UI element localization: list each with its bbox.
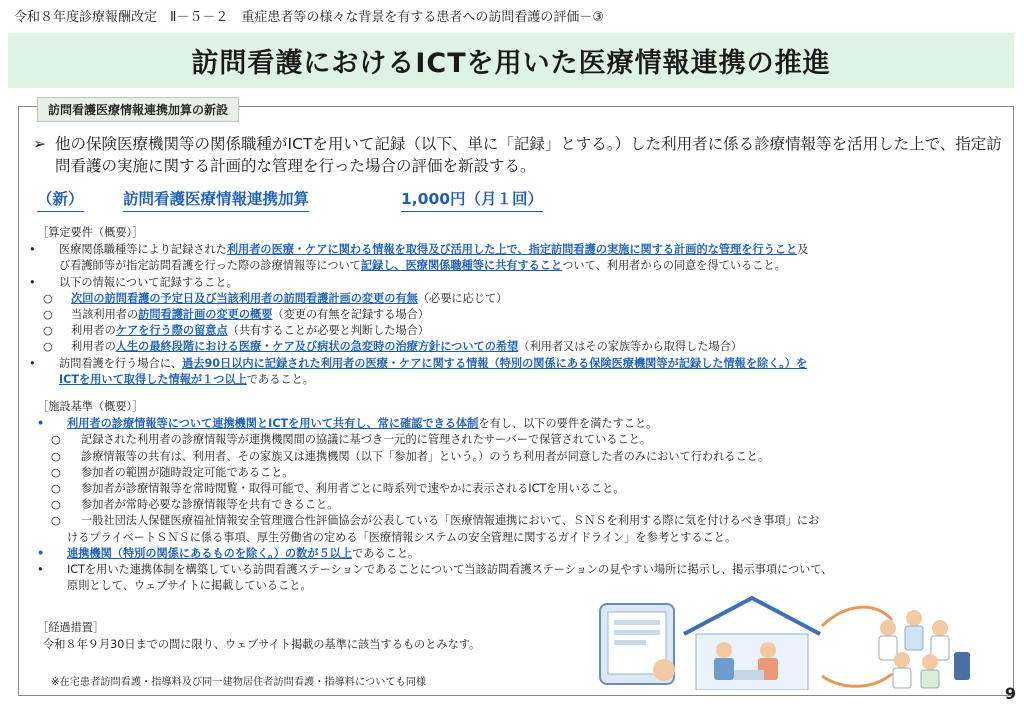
standard-item-6-cont: けるプライベートＳＮＳに係る事項、厚生労働省の定める「医療情報システムの安全管理に関するガイドライン」を参考とすること。 bbox=[67, 530, 737, 544]
standard-item-5: ○ 参加者が常時必要な診療情報等を共有できること。 bbox=[29, 497, 1004, 513]
requirement-item-3: ○ 利用者のケアを行う際の留意点（共有することが必要と判断した場合） bbox=[29, 323, 1004, 339]
transition-section bbox=[37, 619, 480, 653]
transition-text: 令和８年９月30日までの間に限り、ウェブサイト掲載の基準に該当するものとみなす。 bbox=[43, 638, 481, 651]
fee-amount: 1,000円（月１回） bbox=[401, 187, 543, 212]
footnote: ※在宅患者訪問看護・指導料及び同一建物居住者訪問看護・指導料についても同様 bbox=[51, 677, 427, 688]
bullet-icon: • bbox=[29, 243, 36, 257]
requirement-bullet-1: • 医療関係職種等により記録された利用者の医療・ケアに関わる情報を取得及び活用した上で、指定訪問看護の実施に関する計画的な管理を行うこと及 bbox=[29, 242, 1004, 258]
circle-marker-icon: ○ bbox=[51, 449, 61, 463]
circle-marker-icon: ○ bbox=[51, 433, 61, 447]
panel-tag: 訪問看護医療情報連携加算の新設 bbox=[37, 97, 239, 122]
standard-item-3: ○ 参加者の範囲が随時設定可能であること。 bbox=[29, 465, 1004, 481]
requirement-bullet-2: • 以下の情報について記録すること。 bbox=[29, 275, 1004, 291]
standard-item-4: ○ 参加者が診療情報等を常時閲覧・取得可能で、利用者ごとに時系列で速やかに表示されるICTを用いること。 bbox=[29, 481, 1004, 497]
circle-marker-icon: ○ bbox=[43, 291, 53, 305]
bullet-icon: • bbox=[29, 356, 36, 370]
arrow-marker-icon: ➢ bbox=[33, 135, 46, 153]
standard-item-6: ○ 一般社団法人保健医療福祉情報安全管理適合性評価協会が公表している「医療情報連携において、ＳＮＳを利用する際に気を付けるべき事項」にお bbox=[29, 513, 1004, 529]
standard-item-2: ○ 診療情報等の共有は、利用者、その家族又は連携機関（以下「参加者」という。）のうち利用者が同意した者のみにおいて行われること。 bbox=[29, 449, 1004, 465]
cycle-arrow-icon bbox=[822, 607, 892, 626]
requirement-bullet-3: • 訪問看護を行う場合に、過去90日以内に記録された利用者の医療・ケアに関する情報（特別の関係にある保険医療機関等が記録した情報を除く。）を bbox=[29, 356, 1004, 372]
circle-marker-icon: ○ bbox=[51, 482, 61, 496]
lead-text: 他の保険医療機関等の関係職種がICTを用いて記録（以下、単に「記録」とする。）した利用者に係る診療情報等を活用した上で、指定訪問看護の実施に関する計画的な管理を行った場合の評価を新設する。 bbox=[55, 135, 1002, 175]
circle-marker-icon: ○ bbox=[43, 324, 53, 338]
bullet-icon: • bbox=[37, 546, 45, 560]
requirement-item-4: ○ 利用者の人生の最終段階における医療・ケア及び病状の急変時の治療方針についての希望（利用者又はその家族等から取得した場合） bbox=[29, 339, 1004, 355]
cycle-arrow-icon bbox=[822, 674, 892, 686]
requirement-item-2: ○ 当該利用者の訪問看護計画の変更の概要（変更の有無を記録する場合） bbox=[29, 307, 1004, 323]
page-number: 9 bbox=[1004, 684, 1016, 703]
requirement-bullet-1-cont: び看護師等が指定訪問看護を行った際の診療情報等について記録し、医療関係職種等に共有することついて、利用者からの同意を得ていること。 bbox=[59, 259, 786, 273]
circle-marker-icon: ○ bbox=[51, 498, 61, 512]
circle-marker-icon: ○ bbox=[43, 340, 53, 354]
slide-subtitle: 令和８年度診療報酬改定 Ⅱ－５－２ 重症患者等の様々な背景を有する患者への訪問看護の評価－③ bbox=[14, 10, 605, 25]
standard-bullet-1: • 利用者の診療情報等について連携機関とICTを用いて共有し、常に確認できる体制を有し、以下の要件を満たすこと。 bbox=[29, 416, 1004, 432]
standards-heading: ［施設基準（概要）］ bbox=[37, 400, 144, 414]
requirement-bullet-3-cont: ICTを用いて取得した情報が１つ以上であること。 bbox=[59, 372, 314, 386]
circle-marker-icon: ○ bbox=[51, 465, 61, 479]
lead-paragraph bbox=[33, 133, 1003, 177]
standard-bullet-3-cont: 原則として、ウェブサイトに掲載していること。 bbox=[67, 579, 312, 593]
transition-heading: ［経過措置］ bbox=[37, 621, 105, 634]
bullet-icon: • bbox=[37, 417, 45, 431]
title-band bbox=[8, 33, 1014, 88]
conditions-body bbox=[29, 225, 1004, 594]
home-icon bbox=[684, 598, 820, 690]
ict-collaboration-illustration bbox=[592, 590, 984, 690]
standard-item-1: ○ 記録された利用者の診療情報等が連携機関間の協議に基づき一元的に管理されたサーバーで保管されていること。 bbox=[29, 432, 1004, 448]
fee-name: 訪問看護医療情報連携加算 bbox=[123, 187, 309, 212]
tablet-icon bbox=[600, 604, 675, 684]
circle-marker-icon: ○ bbox=[51, 514, 61, 528]
standard-bullet-2: • 連携機関（特別の関係にあるものを除く。）の数が５以上であること。 bbox=[29, 546, 1004, 562]
bullet-icon: • bbox=[37, 563, 44, 577]
circle-marker-icon: ○ bbox=[43, 308, 53, 322]
requirement-item-1: ○ 次回の訪問看護の予定日及び当該利用者の訪問看護計画の変更の有無（必要に応じて） bbox=[29, 291, 1004, 307]
requirements-heading: ［算定要件（概要）］ bbox=[37, 226, 144, 239]
bullet-icon: • bbox=[29, 275, 36, 289]
fee-new-label: （新） bbox=[37, 187, 84, 212]
standard-bullet-3: • ICTを用いた連携体制を構築している訪問看護ステーションであることについて当該訪問看護ステーションの見やすい場所に掲示し、掲示事項について、 bbox=[29, 562, 1004, 578]
page-title: 訪問看護におけるICTを用いた医療情報連携の推進 bbox=[191, 48, 831, 79]
medical-staff-icon bbox=[879, 610, 970, 688]
